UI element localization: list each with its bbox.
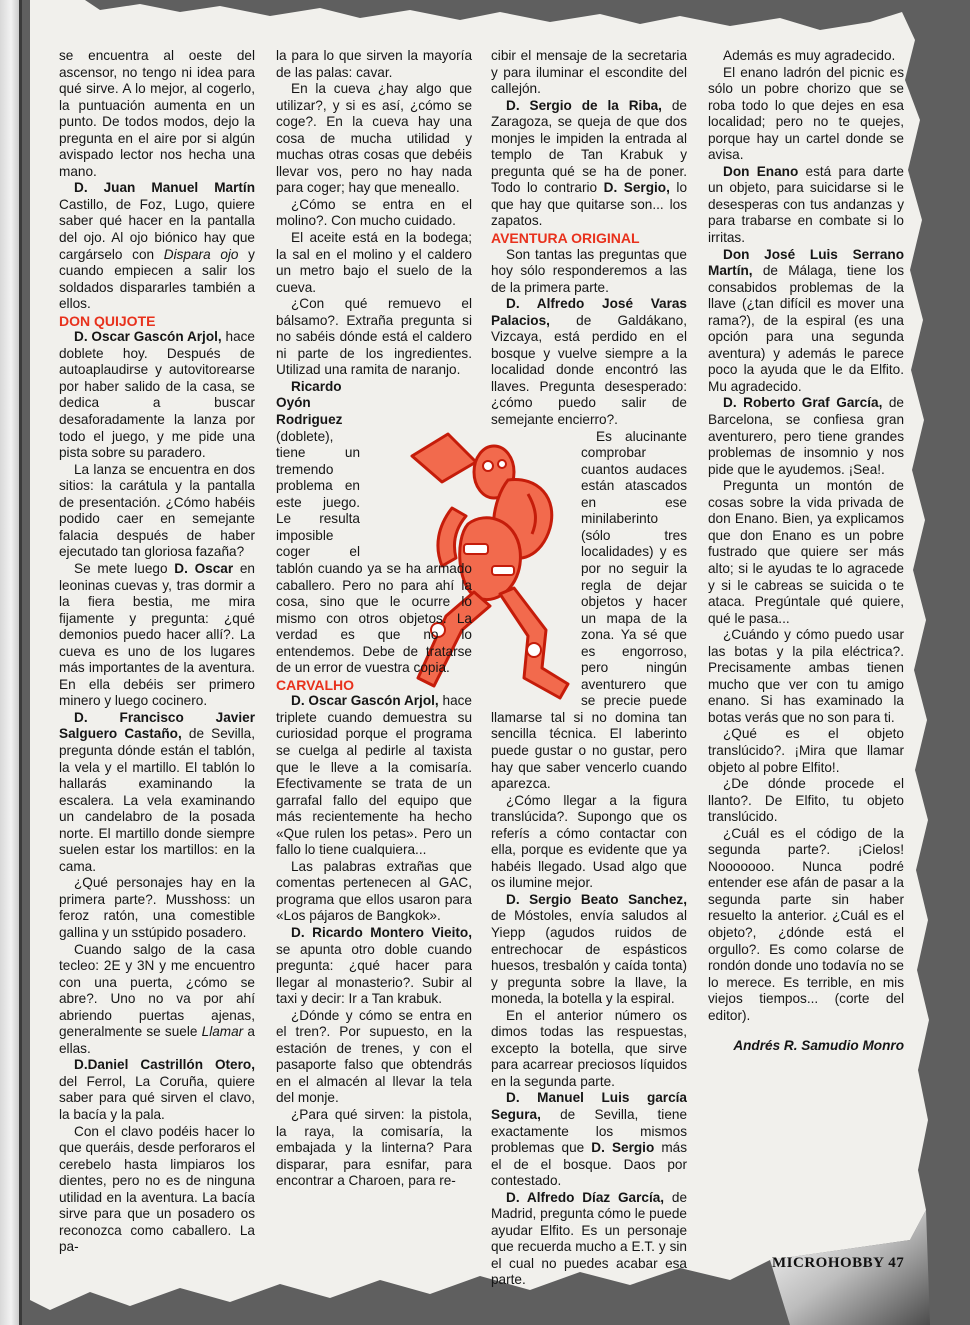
paragraph: D. Francisco Javier Salguero Castaño, de Sevilla, pregunta dónde están el tablón, la vela y el martillo. El tablón lo hallarás examinando la escalera. La vela examinando un candelabro de la posada norte. El martillo donde siempre suelen estar los martillos: en la cama. <box>59 709 255 874</box>
column-4 <box>708 48 904 1055</box>
paragraph: En la cueva ¿hay algo que utilizar?, y si es así, ¿cómo se coge?. En la cueva hay una cosa de mucha utilidad y muchas otras cosas que debéis llevar vos, pero no hay nada para coger; hay que meneallo. <box>276 81 472 196</box>
paragraph: El aceite está en la bodega; la sal en el molino y el caldero un metro bajo el suelo de la cueva. <box>276 230 472 295</box>
paragraph: ¿Con qué remuevo el bálsamo?. Extraña pregunta si no sabéis dónde está el caldero ni parte de los ingredientes. Utilizad una ramita de naranjo. <box>276 296 472 378</box>
paragraph: ¿Para qué sirven: la pistola, la raya, la comisaría, la embajada y la linterna? Para disparar, para esnifar, para encontrar a Charoen, para re- <box>276 1107 472 1189</box>
reader-name: D. Oscar <box>174 560 234 576</box>
paragraph: ¿Qué es el objeto translúcido?. ¡Mira que llamar objeto al pobre Elfito!. <box>708 726 904 775</box>
paragraph: Con el clavo podéis hacer lo que queráis, desde perforaros el cerebelo hasta limpiaros los dientes, pero no es de ninguna utilidad en la aventura. La bacía sirve para que un posadero os reconozca como caballero. La pa- <box>59 1123 255 1255</box>
paragraph: Son tantas las preguntas que hoy sólo responderemos a las de la primera parte. <box>491 246 687 295</box>
column-3 <box>491 48 687 1289</box>
paragraph: D. Oscar Gascón Arjol, hace doblete hoy. Después de autoaplaudirse y autovitorearse por haber salido de la casa, se dedica a buscar desaforadamente la lanza por todo el juego, y me pide una pista sobre su paradero. <box>59 329 255 461</box>
paragraph: D. Juan Manuel Martín Castillo, de Foz, Lugo, quiere saber qué hacer en la pantalla del ojo. Al ojo biónico hay que cargárselo con Dispara ojo y cuando empiecen a salir los soldados dispararles también a ellos. <box>59 180 255 312</box>
paragraph: ¿Cuál es el código de la segunda parte?. ¡Cielos! Nooooooo. Nunca podré entender ese afán de pasar a la segunda parte sin haber resuelto la anterior. ¿Cuál es el objeto?, ¿dónde está el orgullo?. Es como colarse de rondón donde uno todavía no se lo merece. Es terrible, en mis viejos tiempos... (corte del editor). <box>708 825 904 1023</box>
paragraph: D. Sergio Beato Sanchez, de Móstoles, envía saludos al Yiepp (agudos ruidos de entrechocar de espásticos huesos, tresbalón y caída tonta) y pregunta sobre la llave, la moneda, la botella y la espiral. <box>491 891 687 1007</box>
reader-name: D. Alfredo José Varas Palacios, <box>491 296 687 328</box>
section-heading-carvalho: CARVALHO <box>276 676 355 693</box>
paragraph: ¿Cómo se entra en el molino?. Con mucho cuidado. <box>276 196 472 229</box>
paragraph: D. Sergio de la Riba, de Zaragoza, se queja de que dos monjes le impiden la entrada al templo de Tan Krabuk y pregunta qué se ha de poner. Todo lo contrario D. Sergio, lo que hay que quitarse son... los zapatos. <box>491 97 687 229</box>
paragraph: ¿De dónde procede el llanto?. De Elfito, tu objeto translúcido. <box>708 776 904 825</box>
reader-name: Don José Luis Serrano Martín, <box>708 246 904 279</box>
paragraph: El enano ladrón del picnic es sólo un pobre chorizo que se roba todo lo que dejes en esa localidad; pero no te quejes, porque hay un cartel donde se avisa. <box>708 64 904 163</box>
page-footer <box>772 1255 904 1272</box>
reader-name: D. Juan Manuel Martín <box>74 180 255 196</box>
figure-wrap-spacer <box>360 379 472 547</box>
reader-name: D. Oscar Gascón Arjol, <box>291 693 439 709</box>
magazine-spine <box>0 0 22 1325</box>
paragraph: Ricardo Oyón Rodriguez (doblete), tiene un tremendo problema en este juego. Le resulta imposible coger el tablón cuando ya se ha armado caballero. Pero no para ahí la cosa, sino que le ocurre lo mismo con otros objetos. La verdad es que no lo entendemos. Debe de tratarse de un error de vuestra copia. <box>276 378 472 676</box>
author-signature: Andrés R. Samudio Monro <box>733 1038 904 1054</box>
paragraph: Cuando salgo de la casa tecleo: 2E y 3N y me encuentro con una puerta, ¿cómo se abre?. Uno no va por ahí abriendo puertas ajenas, generalmente se suele Llamar a ellas. <box>59 941 255 1056</box>
paragraph: ¿Cuándo y cómo puedo usar las botas y la pila eléctrica?. Precisamente ambas tienen mucho que ver con tu amigo enano. Si has examinado la botas verás que no son para ti. <box>708 627 904 725</box>
reader-name: D. Sergio de la Riba, <box>506 97 662 113</box>
paragraph: Don Enano está para darte un objeto, para suicidarse si le desesperas con tus andanzas y para trabarse en combate si lo irritas. <box>708 163 904 246</box>
paragraph: se encuentra al oeste del ascensor, no tengo ni idea para qué sirve. A lo mejor, al cogerlo, la puntuación aumenta en un punto. De todos modos, dejo la pregunta en el aire por si algún avispado lector nos hecha una mano. <box>59 48 255 179</box>
page-number: 47 <box>888 1255 905 1271</box>
torn-paper-page <box>30 0 930 1325</box>
paragraph: Se mete luego D. Oscar en leoninas cuevas y, tras dormir a la fiera bestia, me mira fijamente y pregunta: ¿qué demonios puedo hacer allí?. La cueva es uno de los lugares más importantes de la aventura. En ella debéis ser primero minero y luego cocinero. <box>59 560 255 709</box>
paragraph: La lanza se encuentra en dos sitios: la carátula y la pantalla de presentación. ¿Cómo habéis podido caer en semejante falacia después de haber ejecutado tan gloriosa fazaña? <box>59 461 255 560</box>
paragraph: D. Ricardo Montero Vieito, se apunta otro doble cuando pregunta: ¿qué hacer para llegar al monasterio?. Subir al taxi y decir: Ir a Tan krabuk. <box>276 924 472 1007</box>
column-1 <box>59 48 255 1256</box>
paragraph: En el anterior número os dimos todas las respuestas, excepto la botella, que sirve para acarrear preciosos líquidos en la segunda parte. <box>491 1007 687 1089</box>
paragraph: Pregunta un montón de cosas sobre la vida privada de don Enano. Bien, ya explicamos que don Enano es un pobre fustrado que quiere ser más alto; si le ayudas te lo agracede y si le cabreas se suicida o te ataca. Pregúntale qué quiere, qué le pasa... <box>708 478 904 626</box>
paragraph: la para lo que sirven la mayoría de las palas: cavar. <box>276 48 472 80</box>
reader-name: D. Roberto Graf García, <box>723 395 883 411</box>
column-2 <box>276 48 472 1190</box>
section-heading-aventura-original: AVENTURA ORIGINAL <box>491 230 640 247</box>
reader-name: D. Oscar Gascón Arjol, <box>74 329 222 345</box>
paragraph: D. Alfredo José Varas Palacios, de Galdákano, Vizcaya, está perdido en el bosque y vuelve siempre a la localidad donde encontró las llaves. Pregunta desesperado: ¿cómo puedo salir de semejante encierro?. <box>491 296 687 428</box>
reader-name: D. Ricardo Montero Vieito, <box>291 924 472 940</box>
paragraph: D. Roberto Graf García, de Barcelona, se confiesa gran aventurero, pero tiene grandes problemas de insomnio y nos pide que le ayudemos. ¡Sea!. <box>708 395 904 477</box>
paragraph: Es alucinante comprobar cuantos audaces están atascados en ese minilaberinto (sólo tres localidades) y es por no seguir la regla de dejar objetos y hacer un mapa de la zona. Ya sé que es engorroso, pero ningún aventurero que se precie puede llamarse tal si no domina tan sencilla técnica. El laberinto puede gustar o no gustar, pero hay que saber vencerlo cuando aparezca. <box>491 428 687 792</box>
paragraph: ¿Qué personajes hay en la primera parte?. Musshoss: un feroz ratón, una comestible gallina y un sstúpido posadero. <box>59 875 255 940</box>
paragraph: Don José Luis Serrano Martín, de Málaga, tiene los consabidos problemas de la llave (¿tan difícil es mover una rama?), de la espiral (es una opción para una segunda aventura) y además le parece poco la ayuda que le da Elfito. Mu agradecido. <box>708 246 904 394</box>
paragraph: Las palabras extrañas que comentas pertenecen al GAC, programa que ellos usaron para «Los pájaros de Bangkok». <box>276 858 472 924</box>
reader-name: D. Francisco Javier Salguero Castaño, <box>59 709 255 742</box>
section-heading-don-quijote: DON QUIJOTE <box>59 312 156 329</box>
paragraph: D. Alfredo Díaz García, de Madrid, pregunta cómo le puede ayudar Elfito. Es un personaje que recuerda mucho a E.T. y sin el cual no puedes acabar esa parte. <box>491 1189 688 1288</box>
reader-name: D. Alfredo Díaz García, <box>506 1189 665 1205</box>
figure-wrap-spacer <box>491 429 581 709</box>
paragraph: D. Manuel Luis garcía Segura, de Sevilla, tiene exactamente los mismos problemas que D. Sergio más el de el bosque. Daos por contestado. <box>491 1090 687 1189</box>
reader-name: D. Sergio Beato Sanchez, <box>506 891 687 907</box>
magazine-name: MICROHOBBY <box>772 1255 884 1271</box>
reader-name: D. Manuel Luis garcía Segura, <box>491 1090 687 1122</box>
paragraph: D.Daniel Castrillón Otero, del Ferrol, La Coruña, quiere saber para qué sirven el clavo, la bacía y la pala. <box>59 1057 255 1122</box>
paragraph: ¿Dónde y cómo se entra en el tren?. Por supuesto, en la estación de trenes, y con el pasaporte falso que obtendrás en el almacén al llevar la tela del monje. <box>276 1007 472 1106</box>
paragraph: Además es muy agradecido. <box>723 48 896 63</box>
reader-name: D.Daniel Castrillón Otero, <box>74 1057 255 1073</box>
paragraph: D. Oscar Gascón Arjol, hace triplete cuando demuestra su curiosidad porque el programa se cuelga al pedirle al taxista que le lleve a la comisaría. Efectivamente se trata de un garrafal fallo del equipo que más recientemente ha hecho «Que rulen los petas». Pero un fallo lo tiene cualquiera... <box>276 693 472 858</box>
reader-name: Don Enano <box>723 163 799 179</box>
paragraph: ¿Cómo llegar a la figura translúcida?. Supongo que os referís a cómo contactar con ella, porque es evidente que ya habéis llegado. Usad algo que os ilumine mejor. <box>491 792 687 891</box>
reader-name: Ricardo Oyón Rodriguez <box>276 378 343 428</box>
paragraph: cibir el mensaje de la secretaria y para iluminar el escondite del callejón. <box>491 48 687 97</box>
